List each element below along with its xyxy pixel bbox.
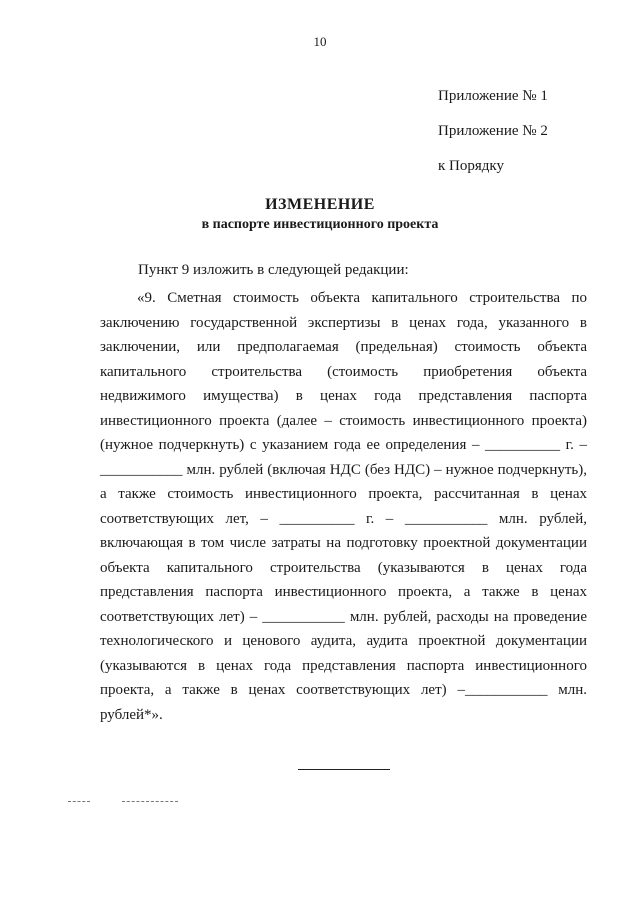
scan-artifact-mark	[68, 801, 90, 802]
order-reference-label: к Порядку	[438, 158, 504, 174]
footnote-rule	[298, 769, 390, 770]
appendix-2-label: Приложение № 2	[438, 123, 548, 139]
body-paragraph: «9. Сметная стоимость объекта капитального строительства по заключению государственной экспертизы в ценах года, указанного в заключении, или предполагаемая (предельная) стоимость объекта капитального строительства (стоимость приобретения объекта недвижимого имущества) в ценах года представления паспорта инвестиционного проекта (далее – стоимость инвестиционного проекта) (нужное подчеркнуть) с указанием года ее определения – __________ г. – ___________ млн. рублей (включая НДС (без НДС) – нужное подчеркнуть), а также стоимость инвестиционного проекта, рассчитанная в ценах соответствующих лет, – __________ г. – ___________ млн. рублей, включающая в том числе затраты на подготовку проектной документации объекта капитального строительства (указываются в ценах года представления паспорта инвестиционного проекта, а также в ценах соответствующих лет) – ___________ млн. рублей, расходы на проведение технологического и ценового аудита, аудита проектной документации (указываются в ценах года представления паспорта инвестиционного проекта, а также в ценах соответствующих лет) –___________ млн. рублей*».	[100, 290, 587, 723]
intro-sentence: Пункт 9 изложить в следующей редакции:	[138, 262, 409, 278]
appendix-1-label: Приложение № 1	[438, 88, 548, 104]
document-subtitle: в паспорте инвестиционного проекта	[201, 217, 439, 232]
page-number: 10	[313, 34, 327, 49]
document-title: ИЗМЕНЕНИЕ	[265, 196, 375, 213]
scan-artifact-mark	[122, 801, 178, 802]
